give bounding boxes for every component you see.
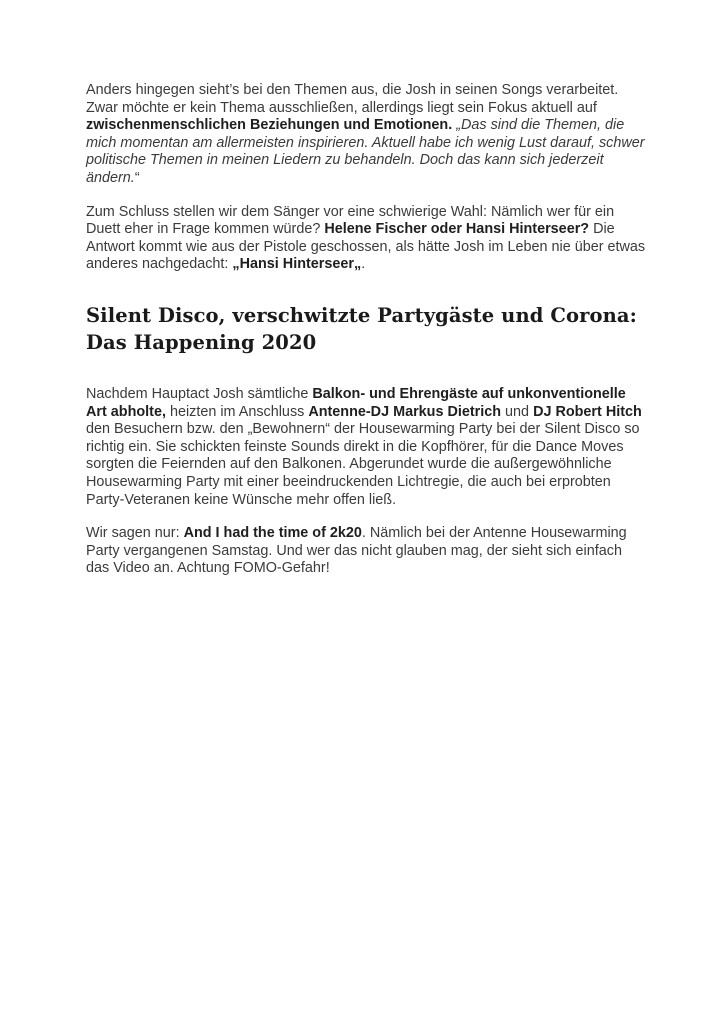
text-span: “	[134, 169, 140, 186]
bold-text: zwischenmenschlichen Beziehungen und Emotionen.	[86, 117, 453, 134]
text-span: . Nämlich bei der Antenne Housewarming Party vergangenen Samstag. Und wer das nicht glauben mag, der sieht sich einfach das Video an. Achtung FOMO-Gefahr!	[86, 525, 627, 577]
section-heading	[86, 302, 648, 356]
article-body	[86, 82, 648, 578]
quote-text: „Das sind die Themen, die mich momentan am allermeisten inspirieren. Aktuell habe ich wenig Lust darauf, schwer politische Themen in meinen Liedern zu behandeln. Doch das kann sich jederzeit ändern.	[86, 117, 645, 186]
paragraph-conclusion	[86, 525, 648, 578]
text-span: Nachdem Hauptact Josh sämtliche	[86, 385, 313, 402]
paragraph-themes	[86, 82, 648, 188]
paragraph-duet	[86, 204, 648, 274]
heading-line: Das Happening 2020	[86, 330, 317, 354]
bold-text: Antenne-DJ Markus Dietrich	[308, 403, 502, 420]
text-span: heizten im Anschluss	[165, 403, 309, 420]
bold-text: „Hansi Hinterseer„	[232, 256, 362, 273]
text-span: Wir sagen nur:	[86, 525, 184, 542]
text-span: .	[361, 256, 366, 273]
text-span: Die Antwort kommt wie aus der Pistole geschossen, als hätte Josh im Leben nie über etwas anderes nachgedacht:	[86, 221, 646, 273]
text-span: den Besuchern bzw. den „Bewohnern“ der Housewarming Party bei der Silent Disco so richtig ein. Sie schickten feinste Sounds direkt in die Kopfhörer, für die Dance Moves sorgten die Feiernden auf den Balkonen. Abgerundet wurde die außergewöhnliche Housewarming Party mit einer beeindruckenden Lichtregie, die auch bei erprobten Party-Veteranen keine Wünsche mehr offen ließ.	[86, 421, 640, 508]
bold-text: DJ Robert Hitch	[533, 403, 642, 420]
paragraph-silent-disco	[86, 386, 648, 509]
text-span: Anders hingegen sieht’s bei den Themen aus, die Josh in seinen Songs verarbeitet. Zwar möchte er kein Thema ausschließen, allerdings liegt sein Fokus aktuell auf	[86, 82, 619, 116]
text-span: Zum Schluss stellen wir dem Sänger vor eine schwierige Wahl: Nämlich wer für ein Duett eher in Frage kommen würde?	[86, 203, 615, 238]
bold-text: Balkon- und Ehrengäste auf unkonventionelle Art abholte,	[86, 385, 626, 420]
heading-line: Silent Disco, verschwitzte Partygäste und Corona:	[86, 303, 637, 327]
bold-text: Helene Fischer oder Hansi Hinterseer?	[324, 221, 590, 238]
bold-text: And I had the time of 2k20	[183, 525, 362, 542]
text-span: und	[501, 403, 534, 420]
